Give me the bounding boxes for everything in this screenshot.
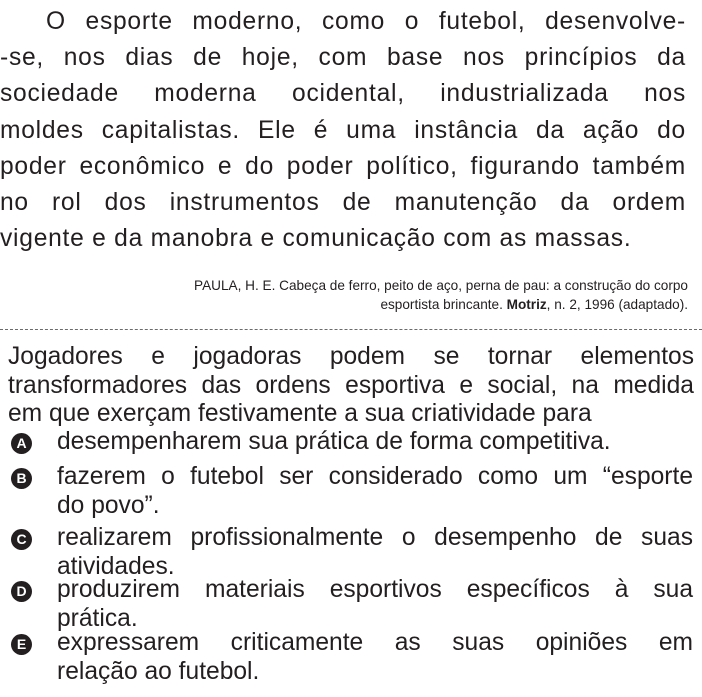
question-stem (8, 343, 694, 429)
stem-line: transformadores das ordens esportiva e social, na medida (8, 371, 694, 399)
passage-line: no rol dos instrumentos de manutenção da ordem (0, 188, 686, 216)
passage-line: -se, nos dias de hoje, com base nos princípios da (0, 44, 686, 72)
passage-line: moldes capitalistas. Ele é uma instância da ação do (0, 116, 686, 144)
option-b-text (57, 463, 693, 520)
passage-line: vigente e da manobra e comunicação com as massas. (0, 225, 632, 253)
citation-journal: Motriz (506, 297, 547, 312)
citation-prefix: esportista brincante. (380, 297, 507, 312)
option-letter-d-badge: D (11, 581, 32, 602)
option-line: produzirem materiais esportivos específicos à sua (57, 576, 693, 603)
option-letter-b-badge: B (11, 468, 32, 489)
option-letter-a-badge: A (11, 433, 32, 454)
option-line: desempenharem sua prática de forma competitiva. (57, 428, 611, 455)
passage-line: poder econômico e do poder político, figurando também (0, 152, 686, 180)
option-e-text (57, 629, 693, 686)
stem-line: Jogadores e jogadoras podem se tornar elementos (8, 343, 694, 370)
option-a-text (57, 428, 693, 457)
option-letter-c-badge: C (11, 529, 32, 550)
answer-options (0, 428, 702, 697)
citation-line-2 (380, 297, 688, 312)
stem-line: em que exerçam festivamente a sua criatividade para (8, 400, 592, 428)
option-line: prática. (57, 604, 138, 632)
option-letter-e-badge: E (11, 634, 32, 655)
source-citation (48, 276, 688, 314)
option-line: do povo”. (57, 491, 160, 519)
dashed-separator (0, 329, 702, 330)
option-line: relação ao futebol. (57, 657, 260, 685)
option-d-text (57, 576, 693, 633)
option-c-text (57, 524, 693, 581)
option-line: expressarem criticamente as suas opiniões em (57, 629, 693, 656)
option-line: atividades. (57, 552, 175, 580)
passage-text (0, 4, 686, 257)
citation-line-1: PAULA, H. E. Cabeça de ferro, peito de aço, perna de pau: a construção do corpo (194, 278, 688, 293)
passage-line: sociedade moderna ocidental, industrializada nos (0, 80, 686, 108)
citation-suffix: , n. 2, 1996 (adaptado). (546, 297, 688, 312)
passage-line: O esporte moderno, como o futebol, desenvolve- (46, 8, 686, 35)
option-line: realizarem profissionalmente o desempenho de suas (57, 524, 693, 551)
option-line: fazerem o futebol ser considerado como um “esporte (57, 463, 693, 490)
